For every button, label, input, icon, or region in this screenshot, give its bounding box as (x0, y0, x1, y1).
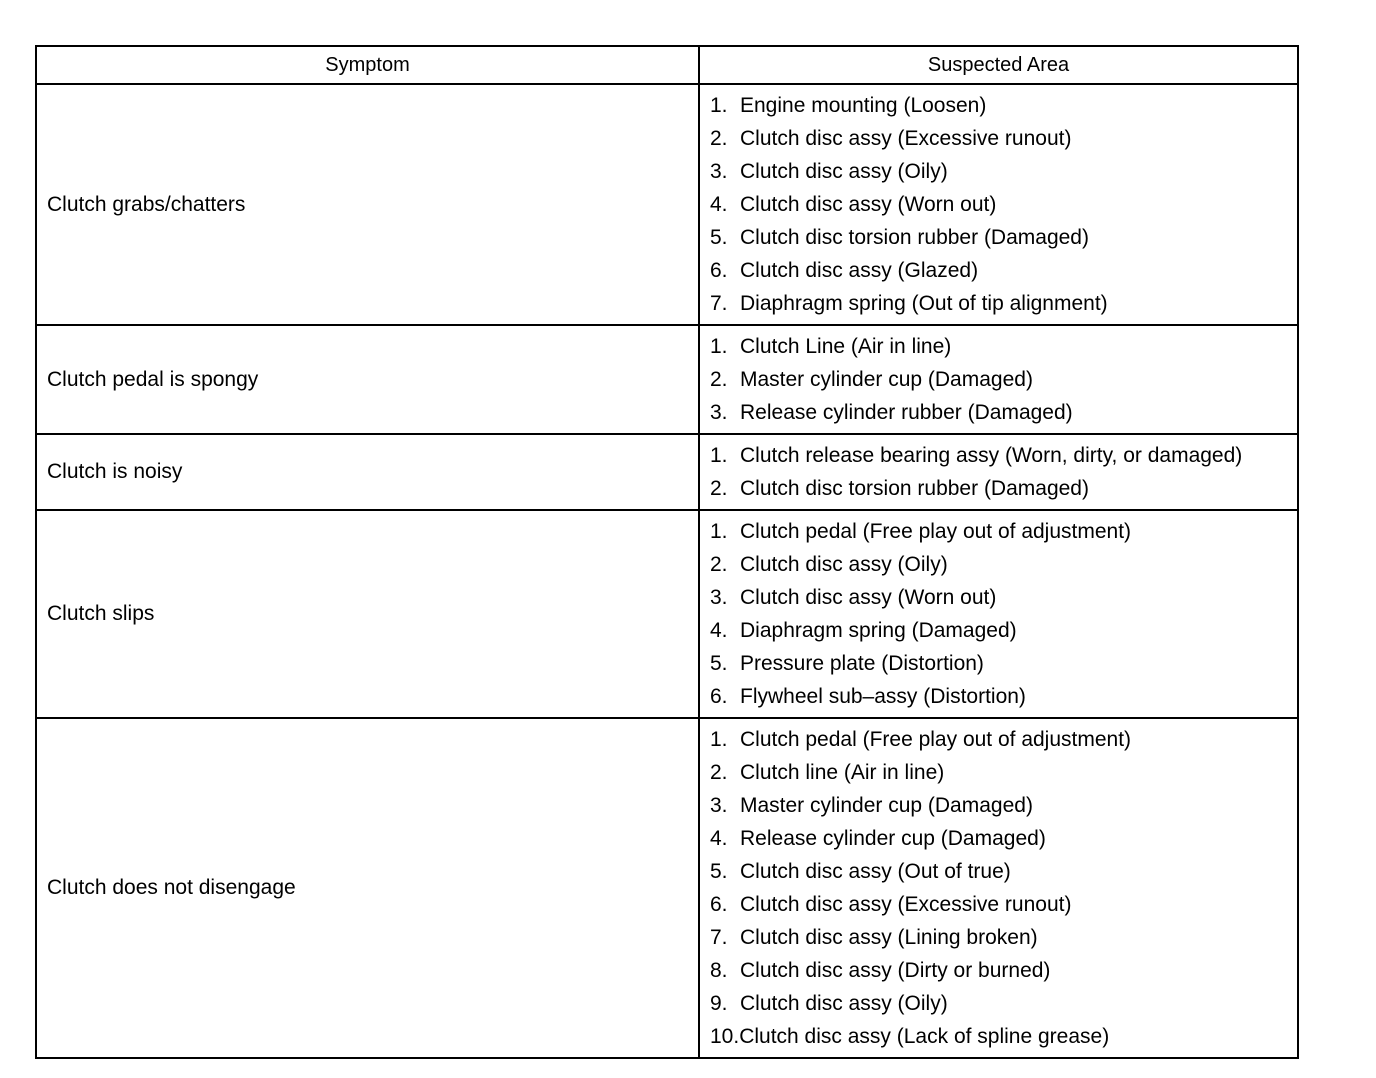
symptom-cell: Clutch slips (36, 510, 699, 718)
item-text: Clutch disc assy (Dirty or burned) (740, 959, 1051, 982)
item-number: 3. (710, 160, 728, 183)
list-item (710, 122, 1297, 155)
item-text: Clutch disc assy (Excessive runout) (740, 127, 1072, 150)
table-row (36, 84, 1298, 325)
list-item (710, 789, 1297, 822)
suspected-area-cell (699, 434, 1298, 510)
item-number: 1. (710, 520, 728, 543)
table-row (36, 325, 1298, 434)
item-text: Clutch disc assy (Oily) (740, 160, 948, 183)
suspected-area-list (710, 515, 1297, 713)
list-item (710, 330, 1297, 363)
item-text: Diaphragm spring (Out of tip alignment) (740, 292, 1108, 315)
item-text: Clutch disc assy (Worn out) (740, 193, 997, 216)
list-item (710, 1020, 1297, 1053)
list-item (710, 155, 1297, 188)
item-number: 2. (710, 553, 728, 576)
item-number: 6. (710, 259, 728, 282)
item-text: Clutch line (Air in line) (740, 761, 945, 784)
suspected-area-cell (699, 84, 1298, 325)
item-text: Pressure plate (Distortion) (740, 652, 984, 675)
item-number: 5. (710, 652, 728, 675)
list-item (710, 515, 1297, 548)
list-item (710, 954, 1297, 987)
item-number: 2. (710, 761, 728, 784)
list-item (710, 822, 1297, 855)
list-item (710, 221, 1297, 254)
list-item (710, 756, 1297, 789)
item-text: Clutch disc torsion rubber (Damaged) (740, 226, 1089, 249)
item-number: 1. (710, 728, 728, 751)
symptom-header: Symptom (36, 46, 699, 84)
item-number: 6. (710, 893, 728, 916)
list-item (710, 396, 1297, 429)
item-number: 6. (710, 685, 728, 708)
item-text: Clutch disc assy (Oily) (740, 553, 948, 576)
suspected-area-header: Suspected Area (699, 46, 1298, 84)
troubleshooting-table (35, 45, 1299, 1059)
item-number: 3. (710, 794, 728, 817)
item-number: 2. (710, 477, 728, 500)
table-body (36, 84, 1298, 1058)
item-text: Diaphragm spring (Damaged) (740, 619, 1017, 642)
item-text: Clutch pedal (Free play out of adjustment) (740, 728, 1132, 751)
symptom-cell: Clutch does not disengage (36, 718, 699, 1058)
item-text: Clutch disc assy (Lining broken) (740, 926, 1038, 949)
item-number: 1. (710, 94, 728, 117)
item-number: 10. (710, 1025, 740, 1048)
item-number: 4. (710, 827, 728, 850)
suspected-area-cell (699, 510, 1298, 718)
item-text: Master cylinder cup (Damaged) (740, 368, 1033, 391)
suspected-area-list (710, 330, 1297, 429)
item-number: 3. (710, 586, 728, 609)
item-text: Engine mounting (Loosen) (740, 94, 987, 117)
item-text: Clutch disc assy (Glazed) (740, 259, 979, 282)
suspected-area-list (710, 89, 1297, 320)
table-row (36, 510, 1298, 718)
list-item (710, 254, 1297, 287)
item-number: 4. (710, 193, 728, 216)
item-text: Clutch disc assy (Excessive runout) (740, 893, 1072, 916)
suspected-area-list (710, 439, 1297, 505)
symptom-cell: Clutch grabs/chatters (36, 84, 699, 325)
item-text: Clutch disc assy (Oily) (740, 992, 948, 1015)
item-number: 1. (710, 444, 728, 467)
list-item (710, 472, 1297, 505)
header-row (36, 46, 1298, 84)
item-number: 7. (710, 926, 728, 949)
item-number: 5. (710, 860, 728, 883)
item-number: 4. (710, 619, 728, 642)
suspected-area-cell (699, 718, 1298, 1058)
item-number: 7. (710, 292, 728, 315)
list-item (710, 921, 1297, 954)
suspected-area-list (710, 723, 1297, 1053)
list-item (710, 987, 1297, 1020)
item-number: 1. (710, 335, 728, 358)
list-item (710, 439, 1297, 472)
item-number: 2. (710, 368, 728, 391)
list-item (710, 363, 1297, 396)
list-item (710, 888, 1297, 921)
item-text: Master cylinder cup (Damaged) (740, 794, 1033, 817)
item-text: Release cylinder rubber (Damaged) (740, 401, 1073, 424)
item-text: Clutch disc torsion rubber (Damaged) (740, 477, 1089, 500)
item-number: 3. (710, 401, 728, 424)
item-text: Clutch Line (Air in line) (740, 335, 952, 358)
item-number: 9. (710, 992, 728, 1015)
list-item (710, 548, 1297, 581)
item-number: 8. (710, 959, 728, 982)
item-number: 5. (710, 226, 728, 249)
list-item (710, 680, 1297, 713)
list-item (710, 723, 1297, 756)
table-row (36, 718, 1298, 1058)
suspected-area-cell (699, 325, 1298, 434)
item-text: Clutch pedal (Free play out of adjustment) (740, 520, 1132, 543)
list-item (710, 855, 1297, 888)
symptom-cell: Clutch is noisy (36, 434, 699, 510)
item-text: Clutch disc assy (Out of true) (740, 860, 1011, 883)
list-item (710, 89, 1297, 122)
item-text: Clutch release bearing assy (Worn, dirty, or damaged) (740, 444, 1243, 467)
list-item (710, 647, 1297, 680)
list-item (710, 614, 1297, 647)
list-item (710, 581, 1297, 614)
list-item (710, 287, 1297, 320)
item-number: 2. (710, 127, 728, 150)
table-row (36, 434, 1298, 510)
item-text: Clutch disc assy (Worn out) (740, 586, 997, 609)
item-text: Clutch disc assy (Lack of spline grease) (739, 1025, 1110, 1048)
symptom-cell: Clutch pedal is spongy (36, 325, 699, 434)
list-item (710, 188, 1297, 221)
item-text: Release cylinder cup (Damaged) (740, 827, 1046, 850)
item-text: Flywheel sub–assy (Distortion) (740, 685, 1026, 708)
